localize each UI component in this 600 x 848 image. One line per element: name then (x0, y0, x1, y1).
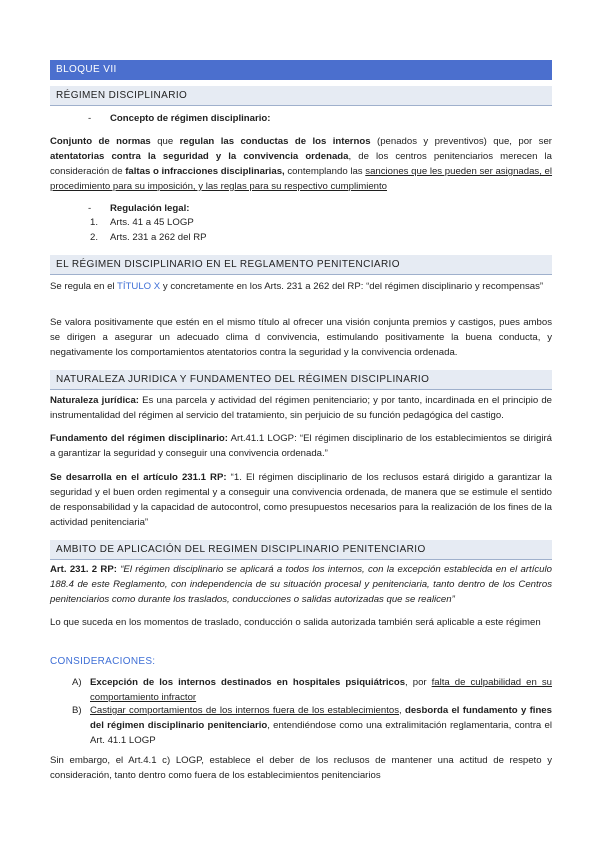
section-header-reglamento: EL RÉGIMEN DISCIPLINARIO EN EL REGLAMENTO PENITENCIARIO (50, 255, 552, 275)
dash-bullet: - (88, 113, 92, 124)
section-header-bloque: BLOQUE VII (50, 60, 552, 80)
letter-marker: B) (72, 705, 82, 716)
ambito-paragraph-1: Art. 231. 2 RP: “El régimen disciplinario se aplicará a todos los internos, con la excepción establecida en el artículo 188.4 de este Reglamento, con independencia de su situación procesal y penitenciaria, tanto dentro de los Centros penitenciarios como durante los traslados, conducciones o salidas autorizadas que se realicen” (50, 564, 552, 605)
section-header-naturaleza: NATURALEZA JURIDICA Y FUNDAMENTEO DEL RÉGIMEN DISCIPLINARIO (50, 370, 552, 390)
naturaleza-paragraph: Naturaleza jurídica: Es una parcela y actividad del régimen penitenciario; y por tanto, incardinada en el principio de instrumentalidad del régimen al servicio del tratamiento, sin perjuicio de su función pedagógica del castigo. (50, 395, 552, 421)
sin-embargo-paragraph: Sin embargo, el Art.4.1 c) LOGP, establece el deber de los reclusos de mantener una actitud de respeto y consideración, tanto dentro como fuera de los establecimientos penitenciarios (50, 755, 552, 781)
consideraciones-heading: CONSIDERACIONES: (50, 656, 156, 667)
reglamento-paragraph-2: Se valora positivamente que estén en el mismo título al ofrecer una visión conjunta premios y castigos, pues ambos se dirigen a asegurar un adecuado clima d convivencia, estimulando positivamente la buena conducta, y negativamente los comportamientos atentatorios contra la seguridad y la convivencia ordenada. (50, 317, 552, 358)
desarrollo-paragraph: Se desarrolla en el artículo 231.1 RP: “1. El régimen disciplinario de los reclusos estará dirigido a garantizar la seguridad y el buen orden regimental y a conseguir una convivencia ordenada, de manera que se estimule el sentido de responsabilidad y la capacidad de autocontrol, como presupuestos necesarios para la realización de los fines de la actividad penitenciaria” (50, 472, 552, 528)
titulo-x-link[interactable]: TÍTULO X (117, 281, 161, 292)
concept-label: Concepto de régimen disciplinario: (110, 113, 271, 124)
fundamento-paragraph: Fundamento del régimen disciplinario: Art.41.1 LOGP: “El régimen disciplinario de los establecimientos se dirigirá a garantizar la seguridad y conseguir una convivencia ordenada.” (50, 433, 552, 459)
section-header-ambito: AMBITO DE APLICACIÓN DEL REGIMEN DISCIPLINARIO PENITENCIARIO (50, 540, 552, 560)
section-header-regimen: RÉGIMEN DISCIPLINARIO (50, 86, 552, 106)
dash-bullet: - (88, 203, 92, 214)
ambito-paragraph-2: Lo que suceda en los momentos de traslado, conducción o salida autorizada también será aplicable a este régimen (50, 617, 541, 628)
letter-marker: A) (72, 677, 82, 688)
concept-paragraph: Conjunto de normas que regulan las conductas de los internos (penados y preventivos) que, por ser atentatorias contra la seguridad y la convivencia ordenada, de los centros penitenciarios merecen la consideración de faltas o infracciones disciplinarias, contemplando las sanciones que les pueden ser asignadas, el procedimiento para su imposición, y las reglas para su respectivo cumplimiento (50, 136, 553, 192)
reglamento-paragraph-1: Se regula en el TÍTULO X y concretamente en los Arts. 231 a 262 del RP: “del régimen disciplinario y recompensas” (50, 281, 544, 292)
legal-label: Regulación legal: (110, 203, 190, 214)
